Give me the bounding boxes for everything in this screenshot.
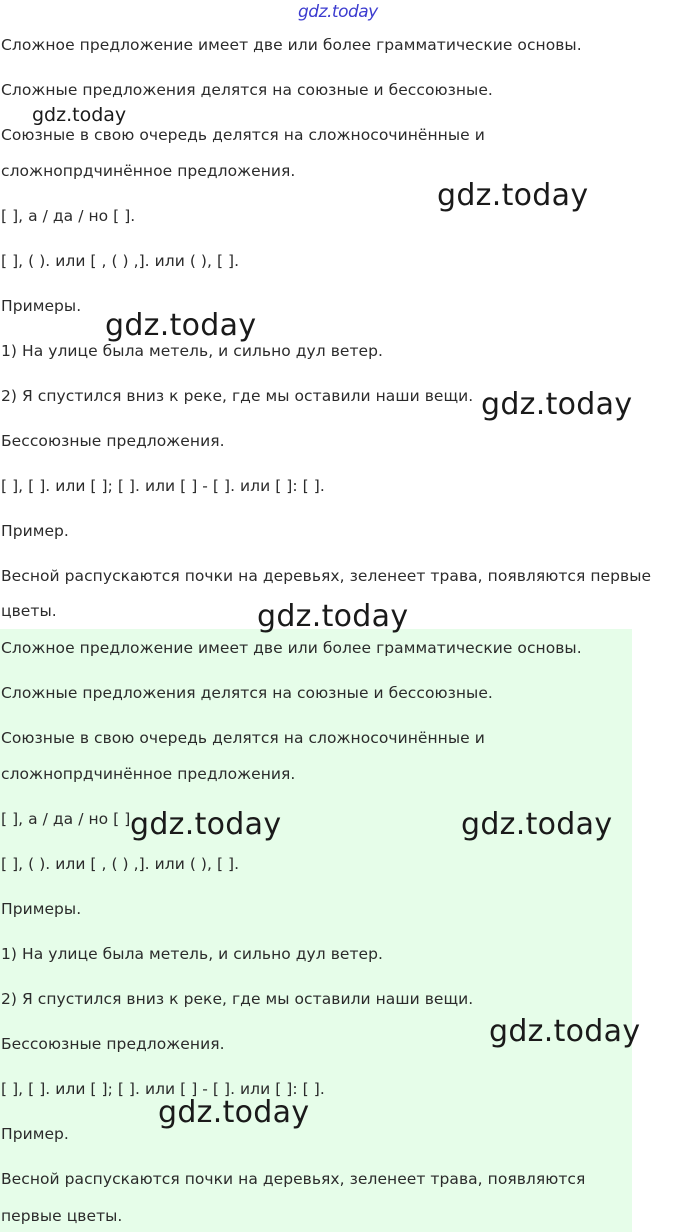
watermark: gdz.today	[461, 807, 613, 842]
text-line: первые цветы.	[1, 1207, 123, 1225]
text-line: Союзные в свою очередь делятся на сложносочинённые и	[1, 729, 485, 747]
text-line: 1) На улице была метель, и сильно дул ветер.	[1, 342, 384, 360]
highlighted-answer-block	[0, 629, 632, 1232]
watermark: gdz.today	[105, 308, 257, 343]
watermark: gdz.today	[158, 1095, 310, 1130]
text-line: 1) На улице была метель, и сильно дул ветер.	[1, 945, 384, 963]
text-line: [ ], [ ]. или [ ]; [ ]. или [ ] - [ ]. или [ ]: [ ].	[1, 1080, 325, 1098]
text-line: Весной распускаются почки на деревьях, зеленеет трава, появляются	[1, 1170, 586, 1188]
watermark: gdz.today	[32, 104, 127, 126]
text-line: Бессоюзные предложения.	[1, 432, 225, 450]
watermark: gdz.today	[257, 599, 409, 634]
text-line: [ ], а / да / но [ ].	[1, 810, 136, 828]
watermark: gdz.today	[489, 1014, 641, 1049]
text-line: Сложные предложения делятся на союзные и бессоюзные.	[1, 684, 493, 702]
text-line: 2) Я спустился вниз к реке, где мы оставили наши вещи.	[1, 990, 474, 1008]
text-line: Сложное предложение имеет две или более грамматические основы.	[1, 36, 582, 54]
watermark: gdz.today	[437, 178, 589, 213]
text-line: Примеры.	[1, 297, 82, 315]
text-line: сложнопрдчинённое предложения.	[1, 162, 296, 180]
text-line: Примеры.	[1, 900, 82, 918]
watermark-logo: gdz.today	[298, 2, 378, 22]
text-line: 2) Я спустился вниз к реке, где мы оставили наши вещи.	[1, 387, 474, 405]
text-line: [ ], ( ). или [ , ( ) ,]. или ( ), [ ].	[1, 252, 240, 270]
text-line: [ ], ( ). или [ , ( ) ,]. или ( ), [ ].	[1, 855, 240, 873]
text-line: [ ], а / да / но [ ].	[1, 207, 136, 225]
text-line: сложнопрдчинённое предложения.	[1, 765, 296, 783]
text-line: Союзные в свою очередь делятся на сложносочинённые и	[1, 126, 485, 144]
text-line: Сложное предложение имеет две или более грамматические основы.	[1, 639, 582, 657]
text-line: Сложные предложения делятся на союзные и бессоюзные.	[1, 81, 493, 99]
text-line: Бессоюзные предложения.	[1, 1035, 225, 1053]
text-line: Пример.	[1, 1125, 69, 1143]
text-line: Весной распускаются почки на деревьях, зеленеет трава, появляются первые	[1, 567, 652, 585]
text-line: [ ], [ ]. или [ ]; [ ]. или [ ] - [ ]. или [ ]: [ ].	[1, 477, 325, 495]
watermark: gdz.today	[481, 387, 633, 422]
text-line: Пример.	[1, 522, 69, 540]
text-line: цветы.	[1, 602, 57, 620]
watermark: gdz.today	[130, 807, 282, 842]
